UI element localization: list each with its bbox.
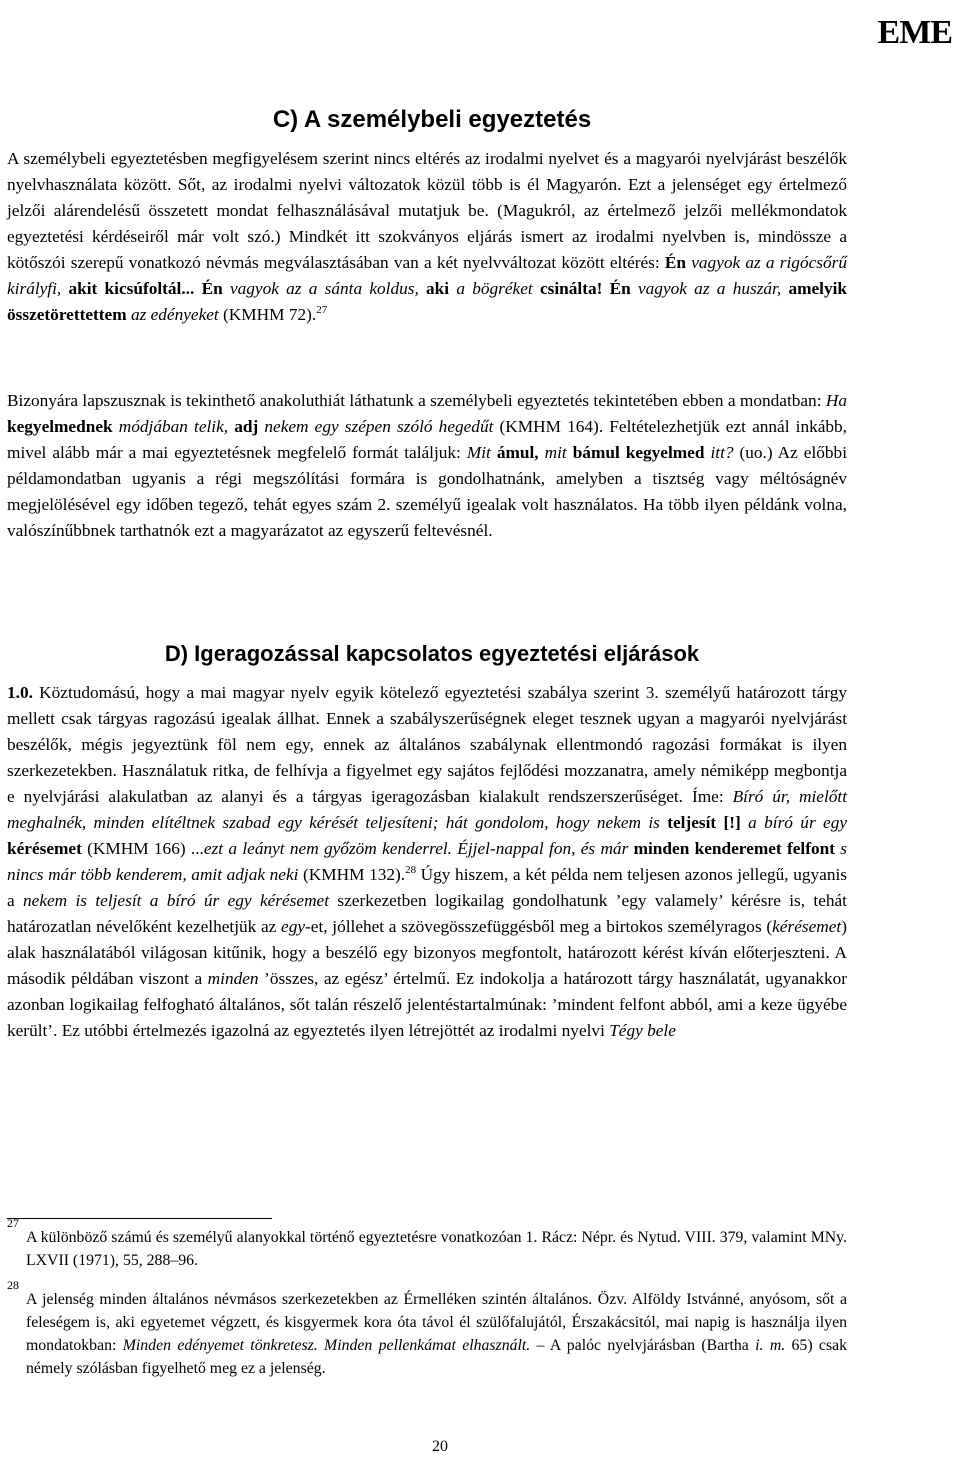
paragraph-1: A személybeli egyeztetésben megfigyelésem szerint nincs eltérés az irodalmi nyelvet és a magyarói nyelvjárást beszélők nyelvhasználata között. Sőt, az irodalmi nyelvi változatok közül több is él Magyarón. Ezt a jelenséget egy értelmező jelzői alárendelésű összetett mondat felhasználásával mutatjuk be. (Magukról, az értelmező jelzői mellékmondatok egyeztetési kérdéseiről már volt szó.) Mindkét itt szokványos eljárás ismert az irodalmi nyelvben is, mindössze a kötőszói szerepű vonatkozó névmás megválasztásában van a két nyelvváltozat között eltérés: Én vagyok az a rigócsőrű királyfi, akit kicsúfoltál... Én vagyok az a sánta koldus, aki a bögréket csinálta! Én vagyok az a huszár, amelyik összetörettettem az edényeket (KMHM 72).$^{27}$ (7, 149, 848, 324)
paragraph-2: Bizonyára lapszusznak is tekinthető anakoluthiát láthatunk a személybeli egyeztetés tekintetében ebben a mondatban: Ha kegyelmednek módjában telik, adj nekem egy szépen szóló hegedűt (KMHM 164). Feltételezhetjük ezt annál inkább, mivel alább már a mai egyeztetésnek megfelelő formát találjuk: Mit ámul, mit bámul kegyelmed itt? (uo.) Az előbbi példamondatban ugyanis a régi megszólítási formára is gondolhatnánk, amelyben a tisztség vagy méltóságnév megjelölésével egy időben tegező, tehát egyes szám 2. személyű igealak volt használatos. Ha több ilyen példánk volna, valószínűbbnek tarthatnók ezt a magyarázatot az egyszerű feltevésnél. (7, 391, 847, 540)
footnote-28: 28 A jelenség minden általános névmásos szerkezetekben az Érmelléken szintén általános. Özv. Alföldy Istvánné, anyósom, sőt a feleségem is, aki egyetemet végzett, és kisgyermek kora óta távol él szülőfalujától, Érszakácsitól, mai napig is használja ilyen mondatokban: Minden edényemet tönkretesz. Minden pellenkámat elhasznált. – A palóc nyelvjárásban (Bartha i. m. 65) csak némely szólásban figyelhető meg ez a jelenség. (7, 1278, 847, 1377)
paragraph-3: 1.0. Köztudomású, hogy a mai magyar nyelv egyik kötelező egyeztetési szabálya szerint 3. személyű határozott tárgy mellett csak tárgyas ragozású igealak állhat. Ennek a szabályszerűségnek eleget tesznek ugyan a magyarói nyelvjárást beszélők, mégis jegyeztünk föl nem egy, ennek az általános szabálynak ellentmondó ragozási formákat is ilyen szerkezetekben. Használatuk ritka, de felhívja a figyelmet egy sajátos fejlődési mozzanatra, amely némiképp megbontja e nyelvjárási alakulatban az alanyi és a tárgyas igeragozásban kialakult rendszerszerűséget. Íme: Bíró úr, mielőtt meghalnék, minden elítéltnek szabad egy kérését teljesíteni; hát gondolom, hogy nekem is teljesít [!] a bíró úr egy kérésemet (KMHM 166) ...ezt a leányt nem győzöm kenderrel. Éjjel-nappal fon, és már minden kenderemet felfont s nincs már több kenderem, amit adjak neki (KMHM 132).$^{28}$ Úgy hiszem, a két példa nem teljesen azonos jellegű, ugyanis a nekem is teljesít a bíró úr egy kérésemet szerkezetben logikailag gondolhatunk ’egy valamely’ kérésre is, tehát határozatlan névelőként kezelhetjük az egy-et, jóllehet a szövegösszefüggésből meg a birtokos személyragos (kérésemet) alak használatából világosan kitűnik, hogy a beszélő egy bizonyos megfontolt, határozott kérést kíván előterjeszteni. A második példában viszont a minden ’összes, az egész’ értelmű. Ez indokolja a határozott tárgy használatát, ugyanakkor azonban logikailag felfogható általános, sőt talán részelő jelentéstartalmúnak: ’mindent felfont abból, ami a keze ügyébe került’. Ez utóbbi értelmezés igazolná az egyeztetés ilyen létrejöttét az irodalmi nyelvi Tégy bele (7, 683, 848, 1040)
footnote-27: 27 A különböző számú és személyű alanyokkal történő egyeztetésre vonatkozóan 1. Rácz: Népr. és Nytud. VIII. 379, valamint MNy. LXVII (1971), 55, 288–96. (7, 1216, 847, 1269)
footnote-separator (7, 1218, 272, 1219)
footnote-ref-28[interactable]: 28 (405, 864, 417, 877)
section-c-heading: C) A személybeli egyeztetés (272, 106, 592, 133)
publisher-logo: EME (877, 14, 952, 51)
section-d-heading: D) Igeragozással kapcsolatos egyeztetési eljárások (164, 641, 700, 666)
footnote-ref-27[interactable]: 27 (316, 304, 328, 317)
page-number: 20 (432, 1438, 448, 1455)
